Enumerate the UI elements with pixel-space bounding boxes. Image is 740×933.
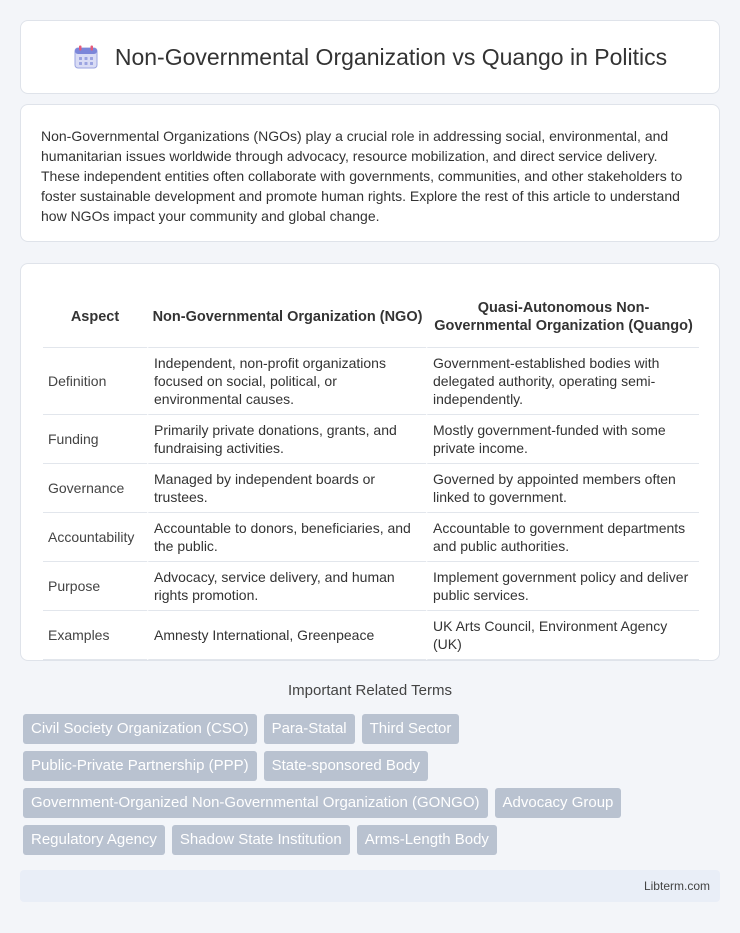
intro-card	[20, 104, 720, 242]
header-ngo: Non-Governmental Organization (NGO)	[147, 286, 426, 348]
row-quango-cell: Governed by appointed members often linked to government.	[426, 464, 699, 513]
row-quango-cell: Implement government policy and deliver public services.	[426, 562, 699, 611]
footer	[20, 870, 720, 902]
row-quango-cell: UK Arts Council, Environment Agency (UK)	[426, 611, 699, 660]
header-aspect: Aspect	[43, 286, 147, 348]
intro-paragraph: Non-Governmental Organizations (NGOs) play a crucial role in addressing social, environmental, and humanitarian issues worldwide through advocacy, resource mobilization, and direct service delivery. These independent entities often collaborate with governments, communities, and other stakeholders to foster sustainable development and promote human rights. Explore the rest of this article to understand how NGOs impact your community and global change.	[41, 128, 683, 224]
tag-row	[23, 751, 723, 781]
header-card	[20, 20, 720, 94]
tag-advocacy-group[interactable]: Advocacy Group	[495, 788, 622, 818]
tag-row	[23, 825, 723, 855]
tag-para-statal[interactable]: Para-Statal	[264, 714, 355, 744]
table-row	[43, 348, 699, 415]
tag-ppp[interactable]: Public-Private Partnership (PPP)	[23, 751, 257, 781]
table-row	[43, 611, 699, 660]
related-terms-tags	[23, 714, 723, 862]
tag-row	[23, 788, 723, 818]
table-row	[43, 464, 699, 513]
tag-arms-length-body[interactable]: Arms-Length Body	[357, 825, 497, 855]
row-ngo-cell: Primarily private donations, grants, and fundraising activities.	[147, 415, 426, 464]
tag-third-sector[interactable]: Third Sector	[362, 714, 460, 744]
row-aspect: Definition	[43, 348, 147, 415]
calendar-icon	[73, 44, 99, 70]
row-quango-cell: Government-established bodies with delegated authority, operating semi-independently.	[426, 348, 699, 415]
tag-row	[23, 714, 723, 744]
row-aspect: Purpose	[43, 562, 147, 611]
row-ngo-cell: Managed by independent boards or trustees.	[147, 464, 426, 513]
header-quango: Quasi-Autonomous Non-Governmental Organization (Quango)	[426, 286, 699, 348]
row-quango-cell: Mostly government-funded with some private income.	[426, 415, 699, 464]
related-terms-title: Important Related Terms	[288, 682, 452, 699]
comparison-table	[43, 286, 699, 660]
header	[73, 44, 667, 71]
tag-shadow-state-institution[interactable]: Shadow State Institution	[172, 825, 350, 855]
table-header-row	[43, 286, 699, 348]
footer-site-link[interactable]: Libterm.com	[643, 879, 710, 893]
tag-gongo[interactable]: Government-Organized Non-Governmental Organization (GONGO)	[23, 788, 488, 818]
tag-state-sponsored-body[interactable]: State-sponsored Body	[264, 751, 428, 781]
row-ngo-cell: Advocacy, service delivery, and human rights promotion.	[147, 562, 426, 611]
page-title: Non-Governmental Organization vs Quango in Politics	[114, 43, 668, 70]
tag-cso[interactable]: Civil Society Organization (CSO)	[23, 714, 257, 744]
comparison-card	[20, 263, 720, 661]
row-aspect: Governance	[43, 464, 147, 513]
row-ngo-cell: Amnesty International, Greenpeace	[147, 611, 426, 660]
table-row	[43, 513, 699, 562]
row-ngo-cell: Accountable to donors, beneficiaries, and the public.	[147, 513, 426, 562]
row-ngo-cell: Independent, non-profit organizations focused on social, political, or environmental causes.	[147, 348, 426, 415]
row-quango-cell: Accountable to government departments and public authorities.	[426, 513, 699, 562]
table-row	[43, 562, 699, 611]
row-aspect: Examples	[43, 611, 147, 660]
row-aspect: Accountability	[43, 513, 147, 562]
table-row	[43, 415, 699, 464]
tag-regulatory-agency[interactable]: Regulatory Agency	[23, 825, 165, 855]
row-aspect: Funding	[43, 415, 147, 464]
